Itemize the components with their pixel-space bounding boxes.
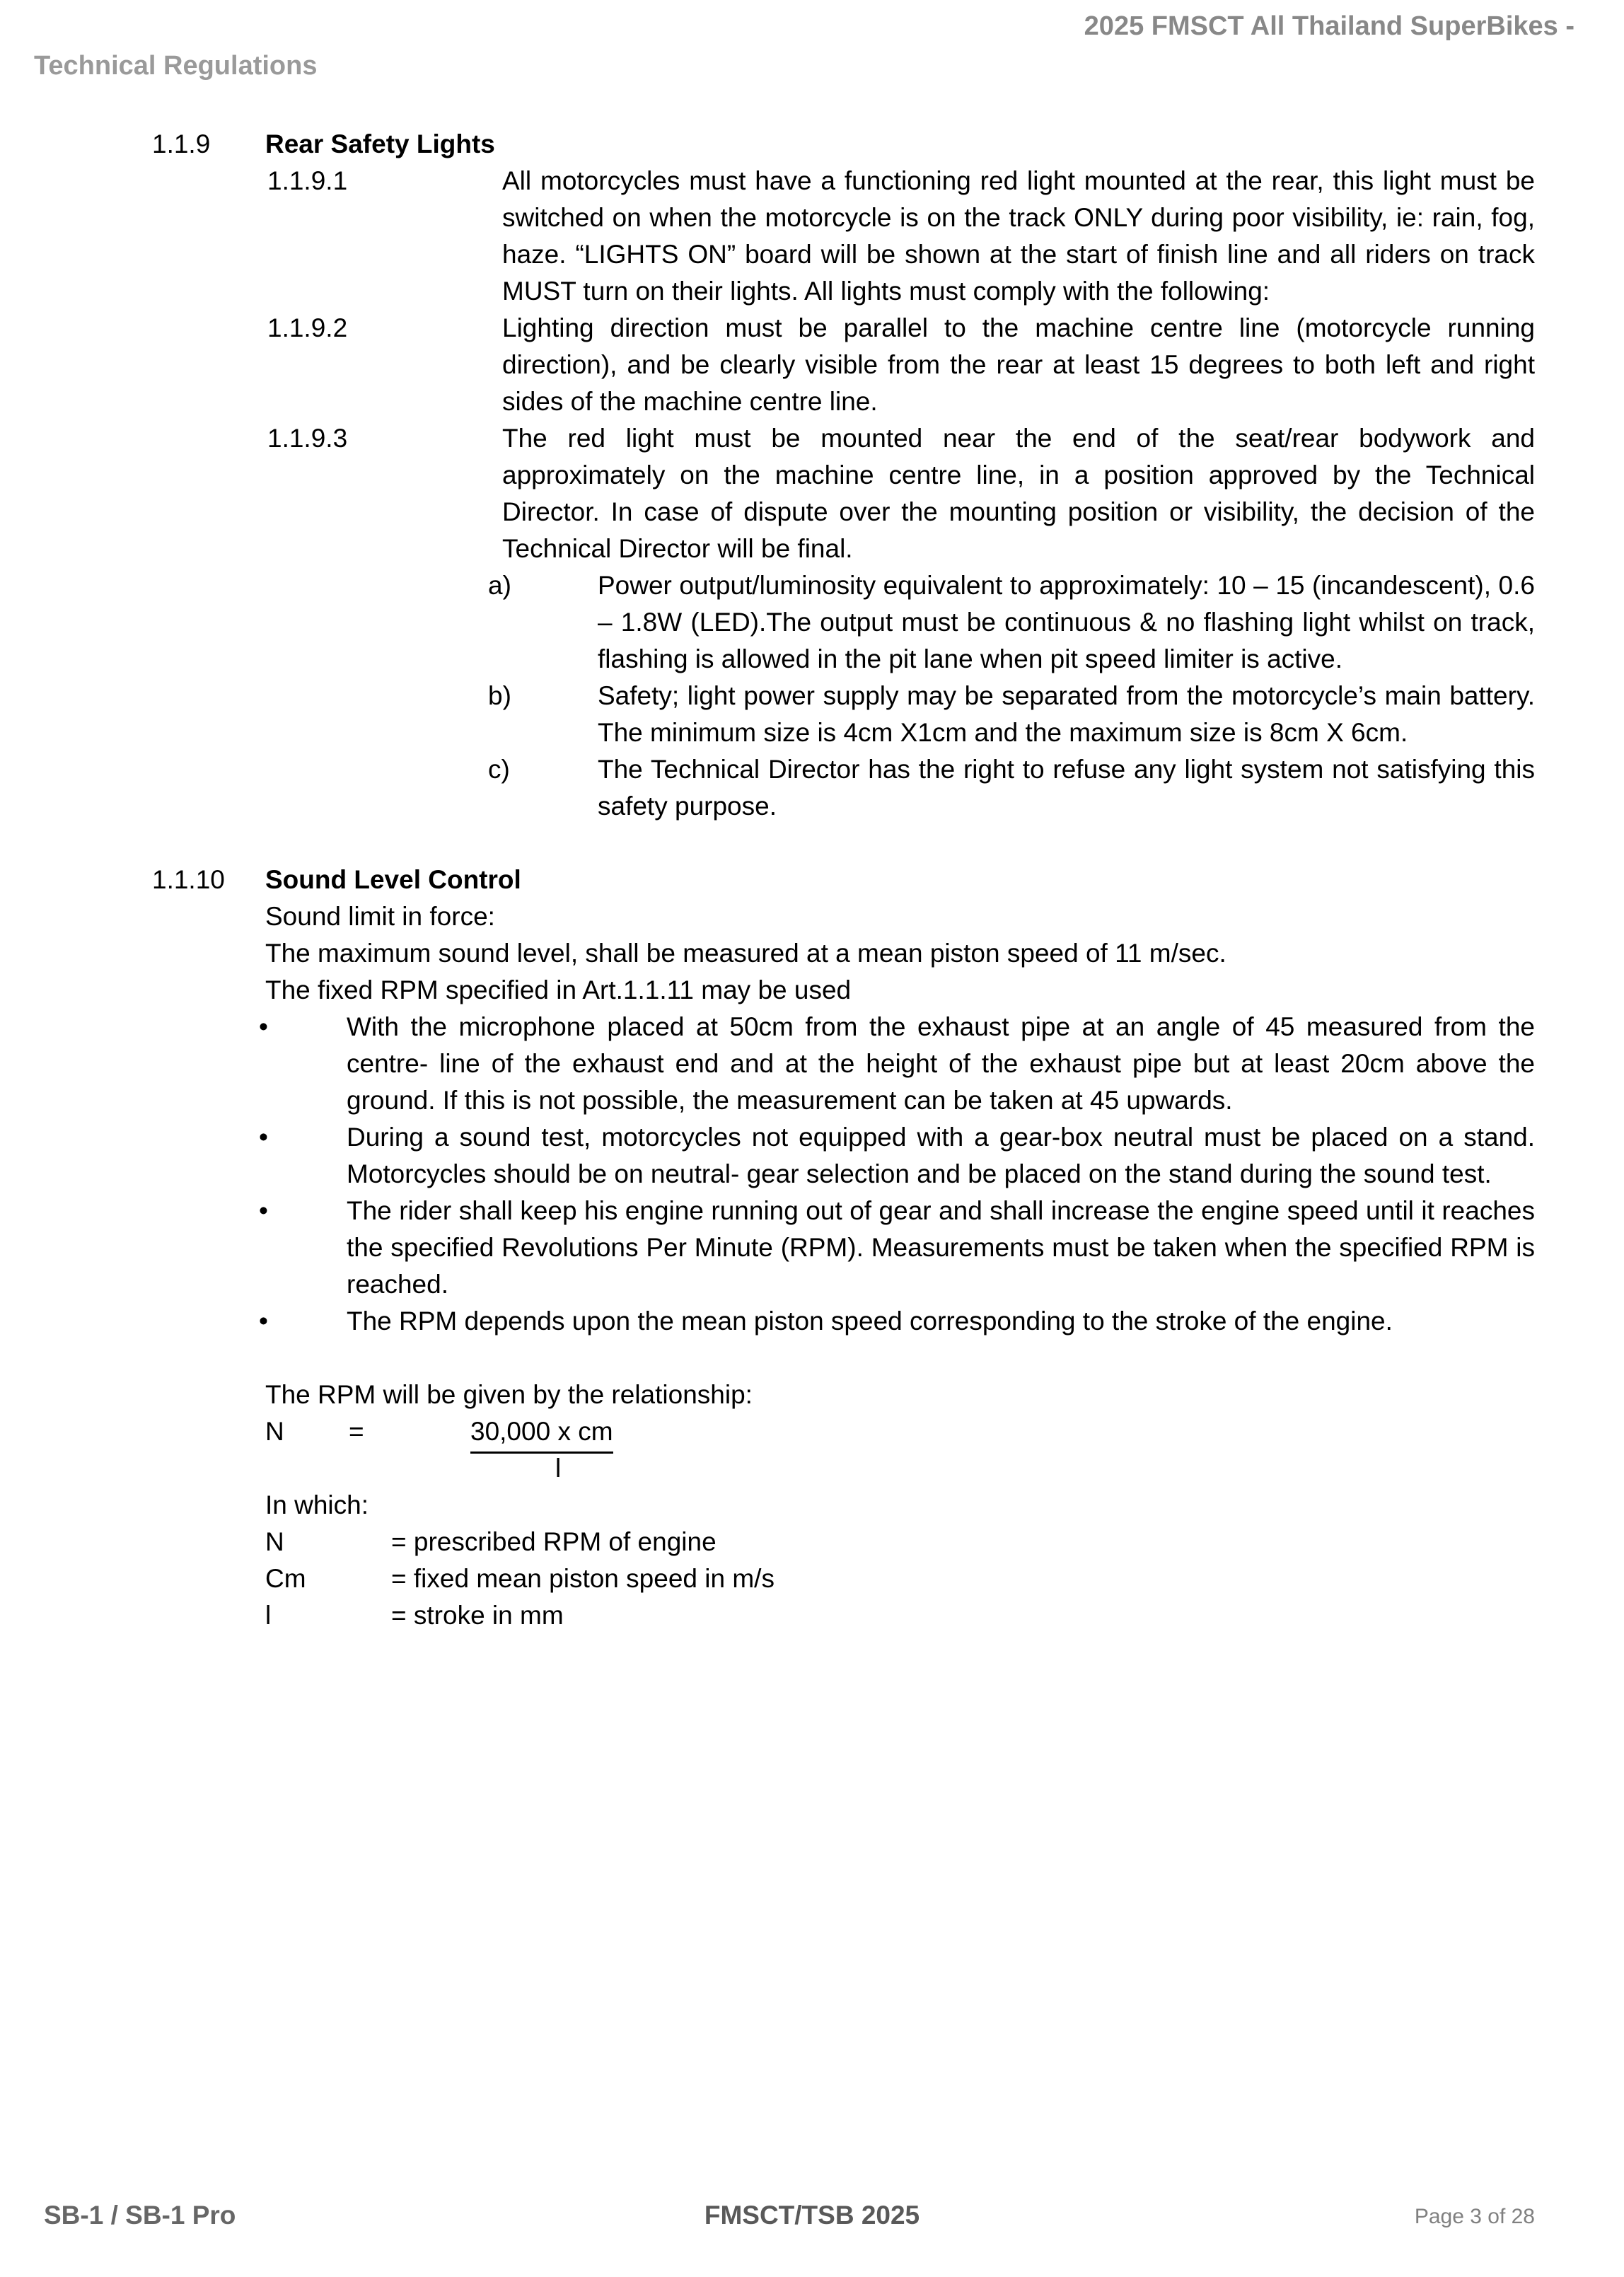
list-item [0, 1119, 1624, 1193]
bullet-icon: • [259, 1123, 268, 1152]
subclause-marker-c: c) [488, 755, 510, 784]
bullet-text-1: With the microphone placed at 50cm from the exhaust pipe at an angle of 45 measured from the centre- line of the exhaust end and at the height of the exhaust pipe but at least 20cm above the ground. If this is not possible, the measurement can be taken at 45 upwards. [347, 1012, 1535, 1115]
definition-row [265, 1524, 1624, 1560]
section-heading-1110 [0, 862, 1624, 898]
list-item [0, 1303, 1624, 1340]
definition-meaning-cm: = fixed mean piston speed in m/s [391, 1564, 775, 1593]
footer-organisation: FMSCT/TSB 2025 [704, 2201, 920, 2230]
subclause-text-b: Safety; light power supply may be separated from the motorcycle’s main battery. The minimum size is 4cm X1cm and the maximum size is 8cm X 6cm. [598, 681, 1535, 747]
clause-number-1191: 1.1.9.1 [267, 166, 348, 195]
definition-row [265, 1597, 1624, 1634]
bullet-text-2: During a sound test, motorcycles not equipped with a gear-box neutral must be placed on a stand. Motorcycles should be on neutral- gear selection and be placed on the stand during the sound test. [347, 1123, 1535, 1188]
list-item [0, 1193, 1624, 1303]
formula-denominator: l [555, 1454, 562, 1483]
clause-text-1192: Lighting direction must be parallel to the machine centre line (motorcycle running direction), and be clearly visible from the rear at least 15 degrees to both left and right sides of the machine centre line. [502, 313, 1535, 416]
page-footer [0, 2201, 1624, 2243]
rpm-formula [265, 1413, 1624, 1487]
formula-gap [0, 1340, 1624, 1377]
header-title-left: Technical Regulations [34, 51, 318, 81]
definition-symbol-l: l [265, 1601, 272, 1630]
subclause-marker-a: a) [488, 571, 511, 600]
bullet-icon: • [259, 1012, 268, 1041]
definitions-list [265, 1524, 1624, 1634]
header-title-right: 2025 FMSCT All Thailand SuperBikes - [1084, 11, 1574, 41]
formula-lhs: N [265, 1417, 284, 1446]
clause-text-1191: All motorcycles must have a functioning red light mounted at the rear, this light must be switched on when the motorcycle is on the track ONLY during poor visibility, ie: rain, fog, haze. “LIGHTS ON” board will be shown at the start of finish line and all riders on track MUST turn on their lights. All lights must comply with the following: [502, 166, 1535, 306]
bullet-text-3: The rider shall keep his engine running out of gear and shall increase the engine speed until it reaches the specified Revolutions Per Minute (RPM). Measurements must be taken when the specified RPM is reached. [347, 1196, 1535, 1299]
list-item [0, 1009, 1624, 1119]
formula-numerator: 30,000 x cm [470, 1413, 613, 1454]
clause-number-1192: 1.1.9.2 [267, 313, 348, 342]
bullet-icon: • [259, 1306, 268, 1336]
clause-1191 [0, 163, 1624, 310]
section-number-119: 1.1.9 [152, 129, 211, 158]
definition-meaning-n: = prescribed RPM of engine [391, 1527, 717, 1556]
formula-line-1 [265, 1413, 1624, 1450]
max-sound-level-line: The maximum sound level, shall be measured at a mean piston speed of 11 m/sec. [265, 939, 1226, 968]
definition-symbol-cm: Cm [265, 1564, 306, 1593]
clause-text-1193: The red light must be mounted near the end of the seat/rear bodywork and approximately on the machine centre line, in a position approved by the Technical Director. In case of dispute over the mounting position or visibility, the decision of the Technical Director will be final. [502, 424, 1535, 563]
clause-number-1193: 1.1.9.3 [267, 424, 348, 453]
definition-meaning-l: = stroke in mm [391, 1601, 564, 1630]
subclause-marker-b: b) [488, 681, 511, 710]
section-gap [0, 825, 1624, 862]
definitions-intro: In which: [265, 1490, 369, 1519]
formula-line-2 [265, 1450, 1624, 1487]
subclause-a [0, 567, 1624, 678]
subclause-c [0, 751, 1624, 825]
clause-1193 [0, 420, 1624, 567]
subclause-text-c: The Technical Director has the right to refuse any light system not satisfying this safety purpose. [598, 755, 1535, 821]
fixed-rpm-line: The fixed RPM specified in Art.1.1.11 may be used [265, 975, 852, 1004]
clause-1192 [0, 310, 1624, 420]
page-body [0, 126, 1624, 1634]
definition-row [265, 1560, 1624, 1597]
page-header [0, 0, 1624, 106]
footer-page-number: Page 3 of 28 [1414, 2205, 1535, 2228]
section-title-1110: Sound Level Control [265, 865, 521, 894]
formula-equals: = [349, 1417, 364, 1446]
section-heading-119 [0, 126, 1624, 163]
section-title-119: Rear Safety Lights [265, 129, 495, 158]
subclause-text-a: Power output/luminosity equivalent to approximately: 10 – 15 (incandescent), 0.6 – 1.8W (LED).The output must be continuous & no flashing light whilst on track, flashing is allowed in the pit lane when pit speed limiter is active. [598, 571, 1535, 673]
definition-symbol-n: N [265, 1527, 284, 1556]
sound-limit-line: Sound limit in force: [265, 902, 495, 931]
footer-class-label: SB-1 / SB-1 Pro [44, 2201, 236, 2230]
formula-intro: The RPM will be given by the relationship: [265, 1380, 753, 1409]
bullet-text-4: The RPM depends upon the mean piston speed corresponding to the stroke of the engine. [347, 1306, 1393, 1336]
section-number-1110: 1.1.10 [152, 865, 225, 894]
bullet-icon: • [259, 1196, 268, 1225]
subclause-b [0, 678, 1624, 751]
